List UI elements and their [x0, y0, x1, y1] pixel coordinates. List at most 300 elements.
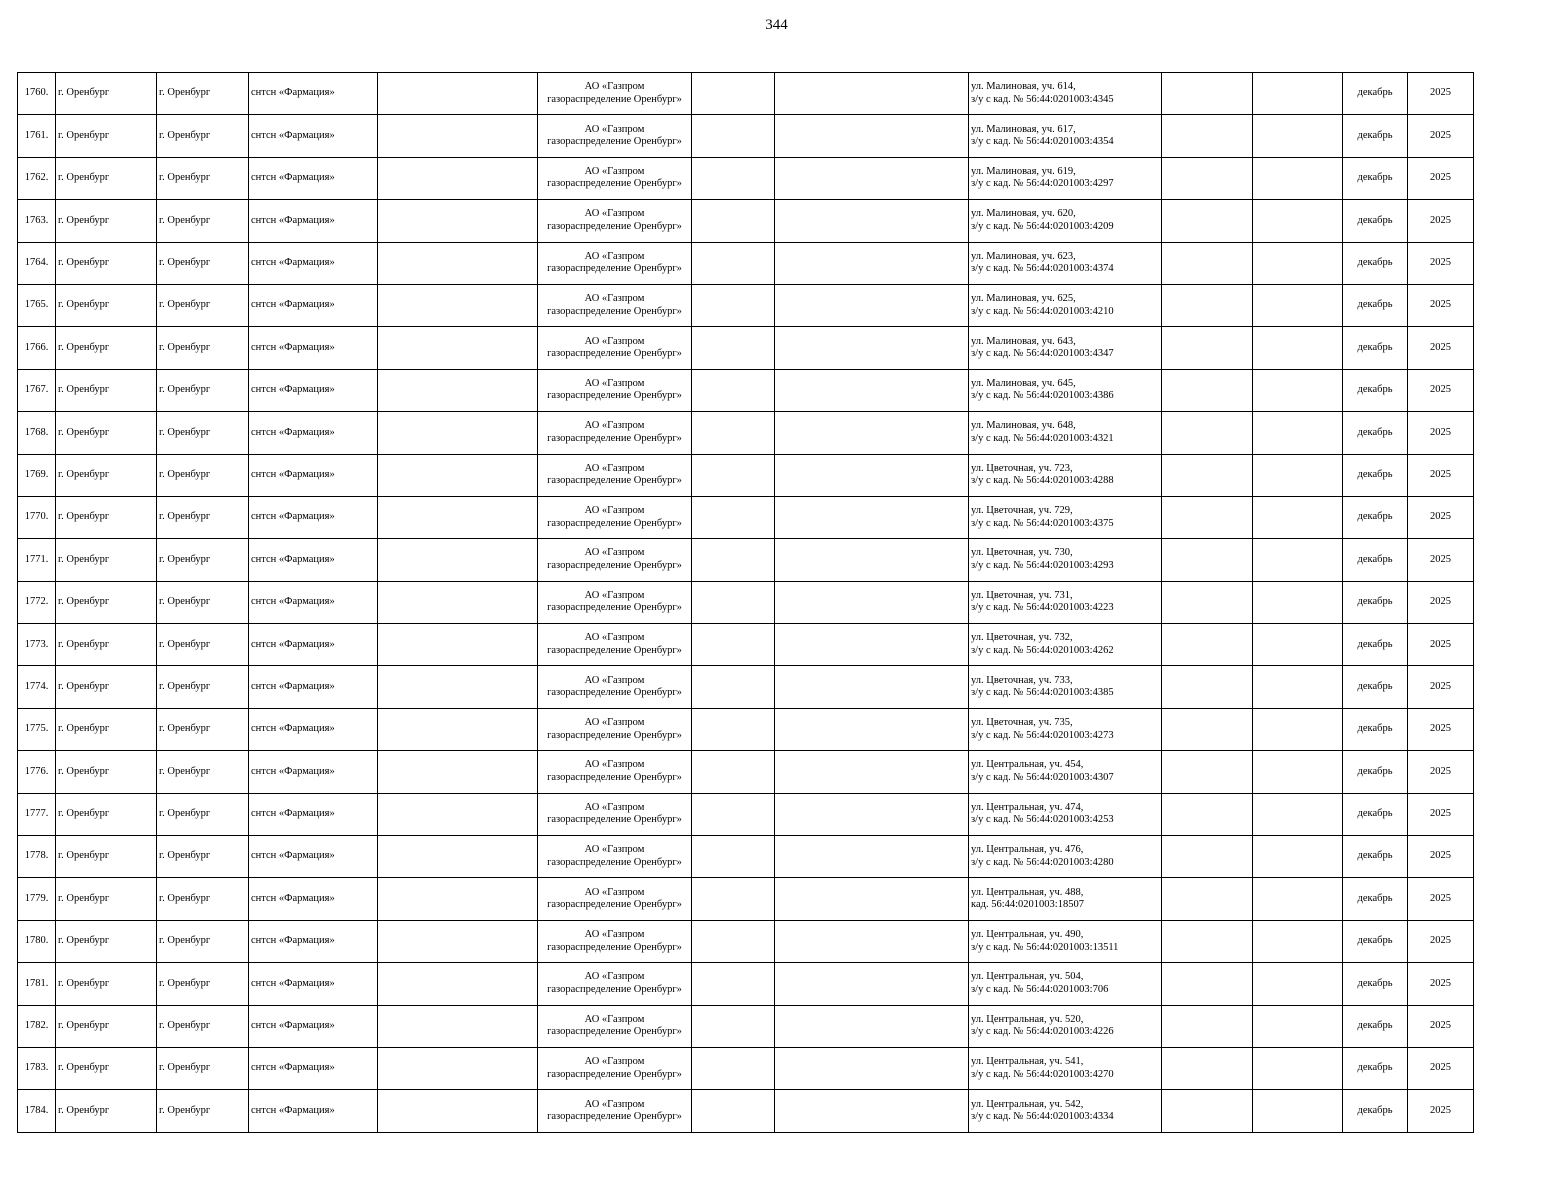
organization-cell [538, 242, 692, 284]
organization-cell [538, 920, 692, 962]
locality-cell: г. Оренбург [157, 708, 249, 750]
row-number-cell: 1770. [18, 496, 56, 538]
address-cell [969, 412, 1162, 454]
locality-cell: г. Оренбург [157, 115, 249, 157]
empty-cell [1162, 1090, 1253, 1132]
address-cell [969, 963, 1162, 1005]
address-line-2: з/у с кад. № 56:44:0201003:13511 [971, 941, 1119, 953]
empty-cell [1253, 666, 1343, 708]
address-cell [969, 920, 1162, 962]
year-cell: 2025 [1408, 920, 1474, 962]
row-number-cell: 1768. [18, 412, 56, 454]
district-cell: г. Оренбург [56, 73, 157, 115]
settlement-cell: снтсн «Фармация» [249, 369, 378, 411]
locality-cell: г. Оренбург [157, 496, 249, 538]
month-cell: декабрь [1343, 327, 1408, 369]
empty-cell [1162, 624, 1253, 666]
month-cell: декабрь [1343, 920, 1408, 962]
empty-cell [1253, 412, 1343, 454]
organization-cell [538, 1005, 692, 1047]
year-cell: 2025 [1408, 157, 1474, 199]
address-line-2: з/у с кад. № 56:44:0201003:4226 [971, 1026, 1114, 1038]
year-cell: 2025 [1408, 327, 1474, 369]
empty-cell [1253, 1005, 1343, 1047]
table-row [18, 73, 1474, 115]
organization-line-2: газораспределение Оренбург» [547, 644, 682, 656]
row-number-cell: 1769. [18, 454, 56, 496]
empty-cell [378, 496, 538, 538]
year-cell: 2025 [1408, 751, 1474, 793]
address-line-1: ул. Малиновая, уч. 625, [971, 293, 1076, 305]
empty-cell [775, 496, 969, 538]
organization-cell [538, 666, 692, 708]
table-row [18, 666, 1474, 708]
empty-cell [378, 115, 538, 157]
empty-cell [775, 708, 969, 750]
organization-line-2: газораспределение Оренбург» [547, 305, 682, 317]
empty-cell [775, 963, 969, 1005]
organization-cell [538, 115, 692, 157]
empty-cell [378, 242, 538, 284]
empty-cell [1162, 539, 1253, 581]
settlement-cell: снтсн «Фармация» [249, 412, 378, 454]
district-cell: г. Оренбург [56, 920, 157, 962]
address-line-2: з/у с кад. № 56:44:0201003:4223 [971, 602, 1114, 614]
address-cell [969, 1005, 1162, 1047]
district-cell: г. Оренбург [56, 666, 157, 708]
settlement-cell: снтсн «Фармация» [249, 666, 378, 708]
table-row [18, 708, 1474, 750]
month-cell: декабрь [1343, 157, 1408, 199]
settlement-cell: снтсн «Фармация» [249, 496, 378, 538]
organization-line-1: АО «Газпром [584, 717, 645, 729]
address-cell [969, 708, 1162, 750]
empty-cell [1253, 624, 1343, 666]
organization-cell [538, 1090, 692, 1132]
empty-cell [692, 836, 775, 878]
empty-cell [1253, 496, 1343, 538]
row-number-cell: 1774. [18, 666, 56, 708]
table-row [18, 963, 1474, 1005]
table-row [18, 751, 1474, 793]
settlement-cell: снтсн «Фармация» [249, 1047, 378, 1089]
address-line-1: ул. Цветочная, уч. 733, [971, 674, 1073, 686]
address-line-1: ул. Малиновая, уч. 614, [971, 81, 1076, 93]
settlement-cell: снтсн «Фармация» [249, 157, 378, 199]
month-cell: декабрь [1343, 751, 1408, 793]
month-cell: декабрь [1343, 200, 1408, 242]
empty-cell [1253, 157, 1343, 199]
settlement-cell: снтсн «Фармация» [249, 963, 378, 1005]
empty-cell [692, 242, 775, 284]
empty-cell [378, 157, 538, 199]
address-cell [969, 157, 1162, 199]
address-line-2: з/у с кад. № 56:44:0201003:4288 [971, 475, 1114, 487]
address-cell [969, 836, 1162, 878]
empty-cell [775, 751, 969, 793]
address-line-2: з/у с кад. № 56:44:0201003:4209 [971, 220, 1114, 232]
organization-cell [538, 793, 692, 835]
organization-cell [538, 369, 692, 411]
month-cell: декабрь [1343, 1005, 1408, 1047]
table-row [18, 327, 1474, 369]
organization-line-1: АО «Газпром [584, 1098, 645, 1110]
organization-line-1: АО «Газпром [584, 293, 645, 305]
district-cell: г. Оренбург [56, 327, 157, 369]
address-line-2: з/у с кад. № 56:44:0201003:4345 [971, 93, 1114, 105]
empty-cell [1162, 1047, 1253, 1089]
empty-cell [1162, 412, 1253, 454]
organization-cell [538, 284, 692, 326]
empty-cell [378, 878, 538, 920]
month-cell: декабрь [1343, 666, 1408, 708]
month-cell: декабрь [1343, 708, 1408, 750]
address-cell [969, 115, 1162, 157]
empty-cell [775, 666, 969, 708]
empty-cell [378, 963, 538, 1005]
locality-cell: г. Оренбург [157, 539, 249, 581]
empty-cell [775, 1005, 969, 1047]
empty-cell [692, 793, 775, 835]
empty-cell [775, 920, 969, 962]
empty-cell [775, 284, 969, 326]
year-cell: 2025 [1408, 369, 1474, 411]
address-line-1: ул. Цветочная, уч. 730, [971, 547, 1073, 559]
empty-cell [1162, 581, 1253, 623]
organization-cell [538, 581, 692, 623]
row-number-cell: 1764. [18, 242, 56, 284]
empty-cell [775, 624, 969, 666]
year-cell: 2025 [1408, 73, 1474, 115]
address-line-2: з/у с кад. № 56:44:0201003:706 [971, 983, 1109, 995]
organization-cell [538, 751, 692, 793]
empty-cell [775, 73, 969, 115]
address-line-1: ул. Цветочная, уч. 731, [971, 589, 1073, 601]
organization-line-2: газораспределение Оренбург» [547, 856, 682, 868]
empty-cell [378, 369, 538, 411]
year-cell: 2025 [1408, 793, 1474, 835]
organization-line-1: АО «Газпром [584, 759, 645, 771]
address-cell [969, 73, 1162, 115]
empty-cell [1253, 369, 1343, 411]
empty-cell [378, 73, 538, 115]
table-row [18, 920, 1474, 962]
empty-cell [692, 369, 775, 411]
year-cell: 2025 [1408, 242, 1474, 284]
settlement-cell: снтсн «Фармация» [249, 708, 378, 750]
locality-cell: г. Оренбург [157, 157, 249, 199]
address-line-1: ул. Центральная, уч. 476, [971, 844, 1084, 856]
organization-line-1: АО «Газпром [584, 208, 645, 220]
row-number-cell: 1778. [18, 836, 56, 878]
settlement-cell: снтсн «Фармация» [249, 836, 378, 878]
organization-line-1: АО «Газпром [584, 886, 645, 898]
table-row [18, 1005, 1474, 1047]
locality-cell: г. Оренбург [157, 73, 249, 115]
row-number-cell: 1776. [18, 751, 56, 793]
address-line-2: з/у с кад. № 56:44:0201003:4280 [971, 856, 1114, 868]
address-cell [969, 793, 1162, 835]
organization-line-2: газораспределение Оренбург» [547, 93, 682, 105]
year-cell: 2025 [1408, 624, 1474, 666]
empty-cell [1253, 581, 1343, 623]
locality-cell: г. Оренбург [157, 1090, 249, 1132]
empty-cell [378, 1090, 538, 1132]
district-cell: г. Оренбург [56, 793, 157, 835]
year-cell: 2025 [1408, 836, 1474, 878]
locality-cell: г. Оренбург [157, 963, 249, 1005]
address-cell [969, 369, 1162, 411]
district-cell: г. Оренбург [56, 708, 157, 750]
organization-line-2: газораспределение Оренбург» [547, 220, 682, 232]
address-cell [969, 878, 1162, 920]
year-cell: 2025 [1408, 1090, 1474, 1132]
organization-cell [538, 412, 692, 454]
locality-cell: г. Оренбург [157, 793, 249, 835]
address-cell [969, 751, 1162, 793]
table-row [18, 793, 1474, 835]
year-cell: 2025 [1408, 708, 1474, 750]
address-line-2: з/у с кад. № 56:44:0201003:4347 [971, 348, 1114, 360]
district-cell: г. Оренбург [56, 878, 157, 920]
empty-cell [378, 708, 538, 750]
address-cell [969, 284, 1162, 326]
empty-cell [1162, 920, 1253, 962]
table-row [18, 581, 1474, 623]
empty-cell [1162, 454, 1253, 496]
month-cell: декабрь [1343, 1047, 1408, 1089]
district-cell: г. Оренбург [56, 284, 157, 326]
year-cell: 2025 [1408, 963, 1474, 1005]
empty-cell [1253, 751, 1343, 793]
address-line-1: ул. Центральная, уч. 504, [971, 971, 1084, 983]
address-line-2: з/у с кад. № 56:44:0201003:4374 [971, 263, 1114, 275]
month-cell: декабрь [1343, 115, 1408, 157]
settlement-cell: снтсн «Фармация» [249, 793, 378, 835]
empty-cell [692, 963, 775, 1005]
organization-cell [538, 157, 692, 199]
month-cell: декабрь [1343, 581, 1408, 623]
locality-cell: г. Оренбург [157, 242, 249, 284]
organization-cell [538, 836, 692, 878]
empty-cell [378, 200, 538, 242]
settlement-cell: снтсн «Фармация» [249, 115, 378, 157]
organization-line-1: АО «Газпром [584, 929, 645, 940]
address-line-2: з/у с кад. № 56:44:0201003:4334 [971, 1111, 1114, 1123]
empty-cell [692, 1005, 775, 1047]
empty-cell [775, 115, 969, 157]
empty-cell [378, 539, 538, 581]
empty-cell [692, 581, 775, 623]
organization-line-2: газораспределение Оренбург» [547, 729, 682, 741]
registry-body [18, 73, 1474, 1133]
address-line-1: ул. Малиновая, уч. 623, [971, 250, 1076, 262]
district-cell: г. Оренбург [56, 836, 157, 878]
row-number-cell: 1783. [18, 1047, 56, 1089]
district-cell: г. Оренбург [56, 115, 157, 157]
empty-cell [378, 751, 538, 793]
address-line-2: з/у с кад. № 56:44:0201003:4210 [971, 305, 1114, 317]
district-cell: г. Оренбург [56, 751, 157, 793]
month-cell: декабрь [1343, 963, 1408, 1005]
table-row [18, 200, 1474, 242]
empty-cell [1162, 115, 1253, 157]
address-line-1: ул. Центральная, уч. 454, [971, 759, 1084, 771]
empty-cell [1253, 708, 1343, 750]
row-number-cell: 1775. [18, 708, 56, 750]
organization-line-1: АО «Газпром [584, 1013, 645, 1025]
organization-line-2: газораспределение Оренбург» [547, 899, 682, 911]
address-cell [969, 200, 1162, 242]
empty-cell [1253, 1047, 1343, 1089]
organization-line-2: газораспределение Оренбург» [547, 475, 682, 487]
empty-cell [1162, 73, 1253, 115]
empty-cell [775, 157, 969, 199]
organization-cell [538, 496, 692, 538]
district-cell: г. Оренбург [56, 539, 157, 581]
table-row [18, 284, 1474, 326]
table-row [18, 115, 1474, 157]
organization-cell [538, 963, 692, 1005]
month-cell: декабрь [1343, 1090, 1408, 1132]
organization-line-2: газораспределение Оренбург» [547, 602, 682, 614]
empty-cell [692, 920, 775, 962]
empty-cell [692, 73, 775, 115]
empty-cell [1253, 242, 1343, 284]
empty-cell [1253, 73, 1343, 115]
organization-line-2: газораспределение Оренбург» [547, 1068, 682, 1080]
year-cell: 2025 [1408, 1047, 1474, 1089]
empty-cell [692, 624, 775, 666]
address-line-2: з/у с кад. № 56:44:0201003:4386 [971, 390, 1114, 402]
row-number-cell: 1761. [18, 115, 56, 157]
settlement-cell: снтсн «Фармация» [249, 454, 378, 496]
organization-line-2: газораспределение Оренбург» [547, 348, 682, 360]
locality-cell: г. Оренбург [157, 836, 249, 878]
address-line-2: з/у с кад. № 56:44:0201003:4270 [971, 1068, 1114, 1080]
locality-cell: г. Оренбург [157, 327, 249, 369]
empty-cell [1162, 878, 1253, 920]
empty-cell [692, 1047, 775, 1089]
table-row [18, 454, 1474, 496]
empty-cell [1162, 369, 1253, 411]
address-cell [969, 539, 1162, 581]
locality-cell: г. Оренбург [157, 454, 249, 496]
year-cell: 2025 [1408, 454, 1474, 496]
address-cell [969, 581, 1162, 623]
month-cell: декабрь [1343, 496, 1408, 538]
organization-cell [538, 1047, 692, 1089]
organization-line-2: газораспределение Оренбург» [547, 983, 682, 995]
empty-cell [1253, 539, 1343, 581]
organization-cell [538, 73, 692, 115]
empty-cell [775, 581, 969, 623]
empty-cell [378, 666, 538, 708]
settlement-cell: снтсн «Фармация» [249, 581, 378, 623]
empty-cell [775, 793, 969, 835]
page-number: 344 [765, 17, 788, 33]
settlement-cell: снтсн «Фармация» [249, 539, 378, 581]
empty-cell [692, 115, 775, 157]
district-cell: г. Оренбург [56, 200, 157, 242]
table-row [18, 496, 1474, 538]
organization-line-2: газораспределение Оренбург» [547, 390, 682, 402]
table-row [18, 539, 1474, 581]
empty-cell [692, 496, 775, 538]
organization-cell [538, 708, 692, 750]
address-line-2: з/у с кад. № 56:44:0201003:4262 [971, 644, 1114, 656]
organization-line-2: газораспределение Оренбург» [547, 178, 682, 190]
empty-cell [775, 412, 969, 454]
empty-cell [692, 200, 775, 242]
table-row [18, 157, 1474, 199]
row-number-cell: 1760. [18, 73, 56, 115]
address-line-2: з/у с кад. № 56:44:0201003:4385 [971, 687, 1114, 699]
empty-cell [378, 284, 538, 326]
empty-cell [692, 284, 775, 326]
empty-cell [692, 539, 775, 581]
address-cell [969, 454, 1162, 496]
empty-cell [775, 369, 969, 411]
year-cell: 2025 [1408, 284, 1474, 326]
organization-line-2: газораспределение Оренбург» [547, 263, 682, 275]
empty-cell [378, 327, 538, 369]
month-cell: декабрь [1343, 878, 1408, 920]
organization-line-2: газораспределение Оренбург» [547, 1026, 682, 1038]
organization-line-1: АО «Газпром [584, 462, 645, 474]
organization-line-1: АО «Газпром [584, 844, 645, 856]
table-row [18, 1090, 1474, 1132]
district-cell: г. Оренбург [56, 454, 157, 496]
locality-cell: г. Оренбург [157, 878, 249, 920]
organization-cell [538, 624, 692, 666]
district-cell: г. Оренбург [56, 412, 157, 454]
address-line-1: ул. Центральная, уч. 542, [971, 1098, 1084, 1110]
locality-cell: г. Оренбург [157, 624, 249, 666]
empty-cell [1162, 836, 1253, 878]
empty-cell [1162, 242, 1253, 284]
row-number-cell: 1765. [18, 284, 56, 326]
locality-cell: г. Оренбург [157, 284, 249, 326]
empty-cell [1162, 751, 1253, 793]
address-line-1: ул. Центральная, уч. 490, [971, 929, 1084, 940]
year-cell: 2025 [1408, 115, 1474, 157]
district-cell: г. Оренбург [56, 963, 157, 1005]
district-cell: г. Оренбург [56, 369, 157, 411]
settlement-cell: снтсн «Фармация» [249, 73, 378, 115]
table-row [18, 878, 1474, 920]
district-cell: г. Оренбург [56, 581, 157, 623]
table-row [18, 412, 1474, 454]
month-cell: декабрь [1343, 836, 1408, 878]
organization-line-2: газораспределение Оренбург» [547, 1111, 682, 1123]
organization-line-1: АО «Газпром [584, 547, 645, 559]
organization-cell [538, 327, 692, 369]
address-line-2: з/у с кад. № 56:44:0201003:4253 [971, 814, 1114, 826]
empty-cell [1253, 454, 1343, 496]
settlement-cell: снтсн «Фармация» [249, 327, 378, 369]
address-line-2: з/у с кад. № 56:44:0201003:4297 [971, 178, 1114, 190]
empty-cell [775, 878, 969, 920]
empty-cell [378, 920, 538, 962]
empty-cell [1253, 200, 1343, 242]
address-line-2: з/у с кад. № 56:44:0201003:4354 [971, 136, 1114, 148]
month-cell: декабрь [1343, 793, 1408, 835]
month-cell: декабрь [1343, 412, 1408, 454]
empty-cell [378, 581, 538, 623]
row-number-cell: 1781. [18, 963, 56, 1005]
settlement-cell: снтсн «Фармация» [249, 1090, 378, 1132]
